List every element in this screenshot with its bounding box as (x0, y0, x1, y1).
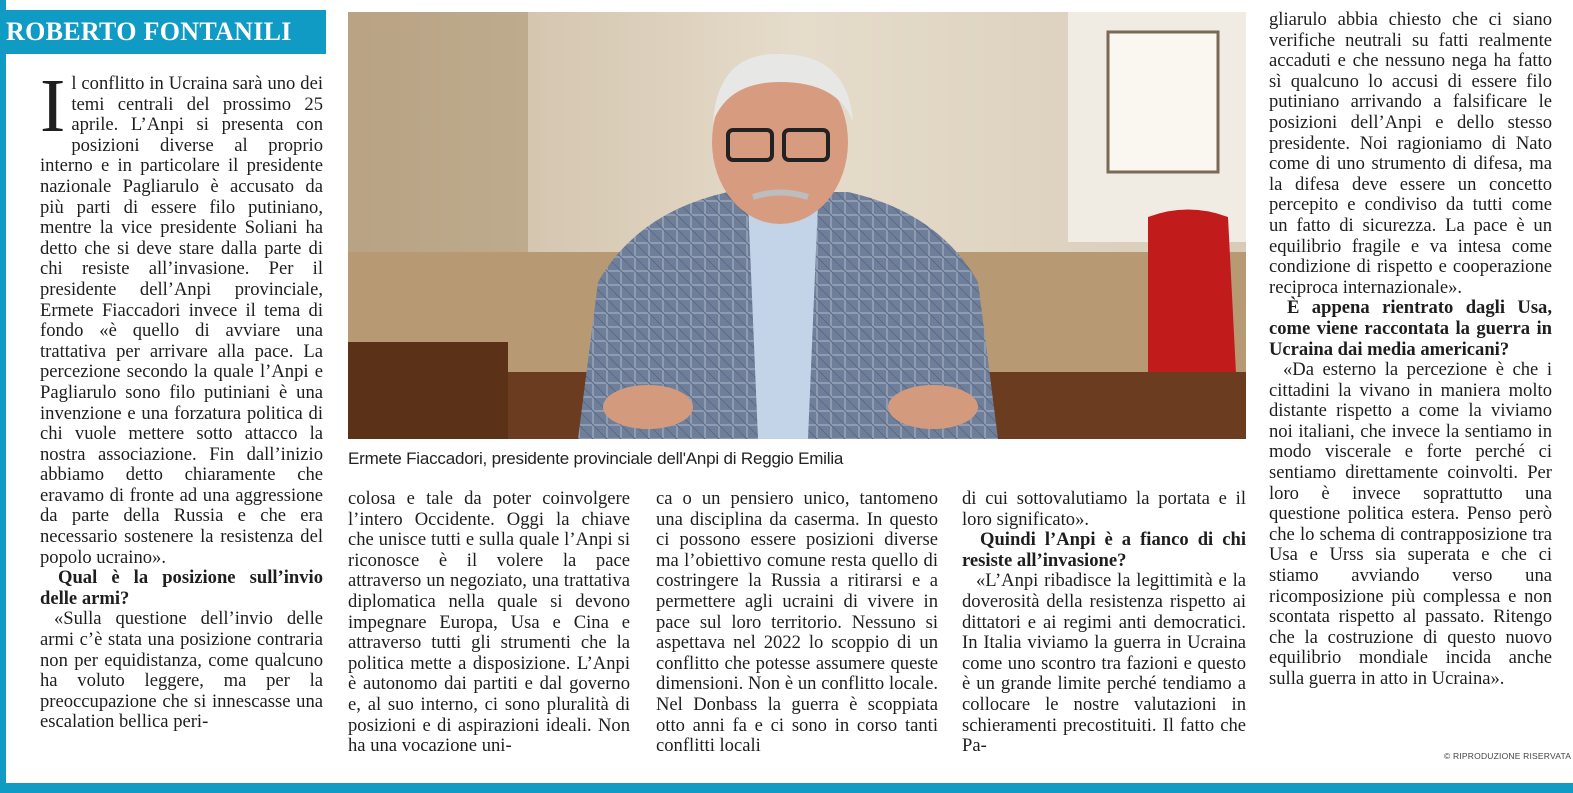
answer-paragraph: «L’Anpi ribadisce la legittimità e la doverosità della resistenza rispetto ai dittatori e ai regimi anti democratici. In Italia viviamo la guerra in Ucraina come uno scontro tra fazioni e questo è un grande limite perché tendiamo a collocare le nostre valutazioni in schieramenti precostituiti. Il fatto che Pa- (962, 570, 1246, 755)
question-heading: Qual è la posizione sull’invio delle armi? (40, 567, 323, 609)
article-column-3 (656, 489, 938, 755)
answer-paragraph: «Da esterno la percezione è che i cittadini la vivano in maniera molto distante rispetto a come la viviamo noi italiani, che invece la sentiamo in modo viscerale e forte perché ci sentiamo direttamente coinvolti. Per loro è invece soprattutto una questione politica estera. Penso però che lo schema di contrapposizione tra Usa e Urss sia superata e che ci stiamo avviando verso una ricomposizione più complessa e non scontata rispetto al passato. Ritengo che la costruzione di questo nuovo equilibrio mondiale incida anche sulla guerra in atto in Ucraina». (1269, 359, 1552, 689)
left-accent-bar (0, 0, 6, 793)
portrait-illustration (348, 12, 1246, 439)
article-column-4 (962, 489, 1246, 755)
article-column-5 (1269, 10, 1552, 742)
question-heading: Quindi l’Anpi è a fianco di chi resiste all’invasione? (962, 529, 1246, 571)
article-photo (348, 12, 1246, 439)
photo-caption: Ermete Fiaccadori, presidente provinciale dell'Anpi di Reggio Emilia (348, 449, 844, 468)
body-paragraph: ca o un pensiero unico, tantomeno una disciplina da caserma. In questo ci possono essere posizioni diverse ma l’obiettivo comune resta quello di costringere la Russia a ritirarsi e a permettere agli ucraini di vivere in pace sul loro territorio. Nessuno si aspettava nel 2022 lo scoppio di un conflitto che potesse assumere queste dimensioni. Non è un conflitto locale. Nel Donbass la guerra è scoppiata otto anni fa e ci sono in corso tanti conflitti locali (656, 489, 938, 755)
drop-cap: I (40, 74, 66, 148)
lead-paragraph: Il conflitto in Ucraina sarà uno dei temi centrali del prossimo 25 aprile. L’Anpi si presenta con posizioni diverse al proprio interno e in particolare il presidente nazionale Pagliarulo è accusato da più parti di essere filo putiniano, mentre la vice presidente Soliani ha detto che si deve stare dalla parte di chi resiste all’invasione. Per il presidente dell’Anpi provinciale, Ermete Fiaccadori invece il tema di fondo «è quello di avviare una trattativa per arrivare alla pace. La percezione secondo la quale l’Anpi e Pagliarulo sono filo putiniani è una invenzione e una forzatura politica di chi vuole mettere sotto attacco la nostra associazione. Fin dall’inizio abbiamo detto chiaramente che eravamo di fronte ad una aggressione da parte della Russia e che era necessario sostenere la resistenza del popolo ucraino». (40, 74, 323, 568)
question-heading: È appena rientrato dagli Usa, come viene raccontata la guerra in Ucraina dai media americani? (1269, 297, 1552, 360)
copyright-notice: © RIPRODUZIONE RISERVATA (1444, 751, 1572, 761)
article-column-2 (348, 489, 630, 755)
article-column-1 (40, 74, 323, 754)
body-paragraph: colosa e tale da poter coinvolgere l’intero Occidente. Oggi la chiave che unisce tutti e sulla quale l’Anpi si riconosce è il volere la pace attraverso un negoziato, una trattativa diplomatica nella quale si devono impegnare Europa, Usa e Cina e attraverso tutti gli strumenti che la politica mette a disposizione. L’Anpi è autonomo dai partiti e dal governo e, al suo interno, ci sono pluralità di posizioni e di aspirazioni ideali. Non ha una vocazione uni- (348, 489, 630, 755)
body-paragraph: di cui sottovalutiamo la portata e il loro significato». (962, 489, 1246, 530)
body-paragraph: gliarulo abbia chiesto che ci siano verifiche neutrali su fatti realmente accaduti e che nessuno nega ha fatto sì qualcuno lo accusi di essere filo putiniano arrivando a falsificare le posizioni dell’Anpi e dello stesso presidente. Noi ragioniamo di Nato come di uno strumento di difesa, ma la difesa deve essere un concetto percepito e condiviso da tutti come un fatto di sicurezza. La pace è un equilibrio fragile e va intesa come condizione di rispetto e cooperazione reciproca internazionale». (1269, 10, 1552, 298)
author-banner: ROBERTO FONTANILI (0, 10, 326, 54)
bottom-accent-bar (0, 783, 1573, 793)
answer-paragraph: «Sulla questione dell’invio delle armi c’è stata una posizione contraria non per equidistanza, come qualcuno ha voluto leggere, ma per la preoccupazione che si innescasse una escalation bellica peri- (40, 608, 323, 733)
